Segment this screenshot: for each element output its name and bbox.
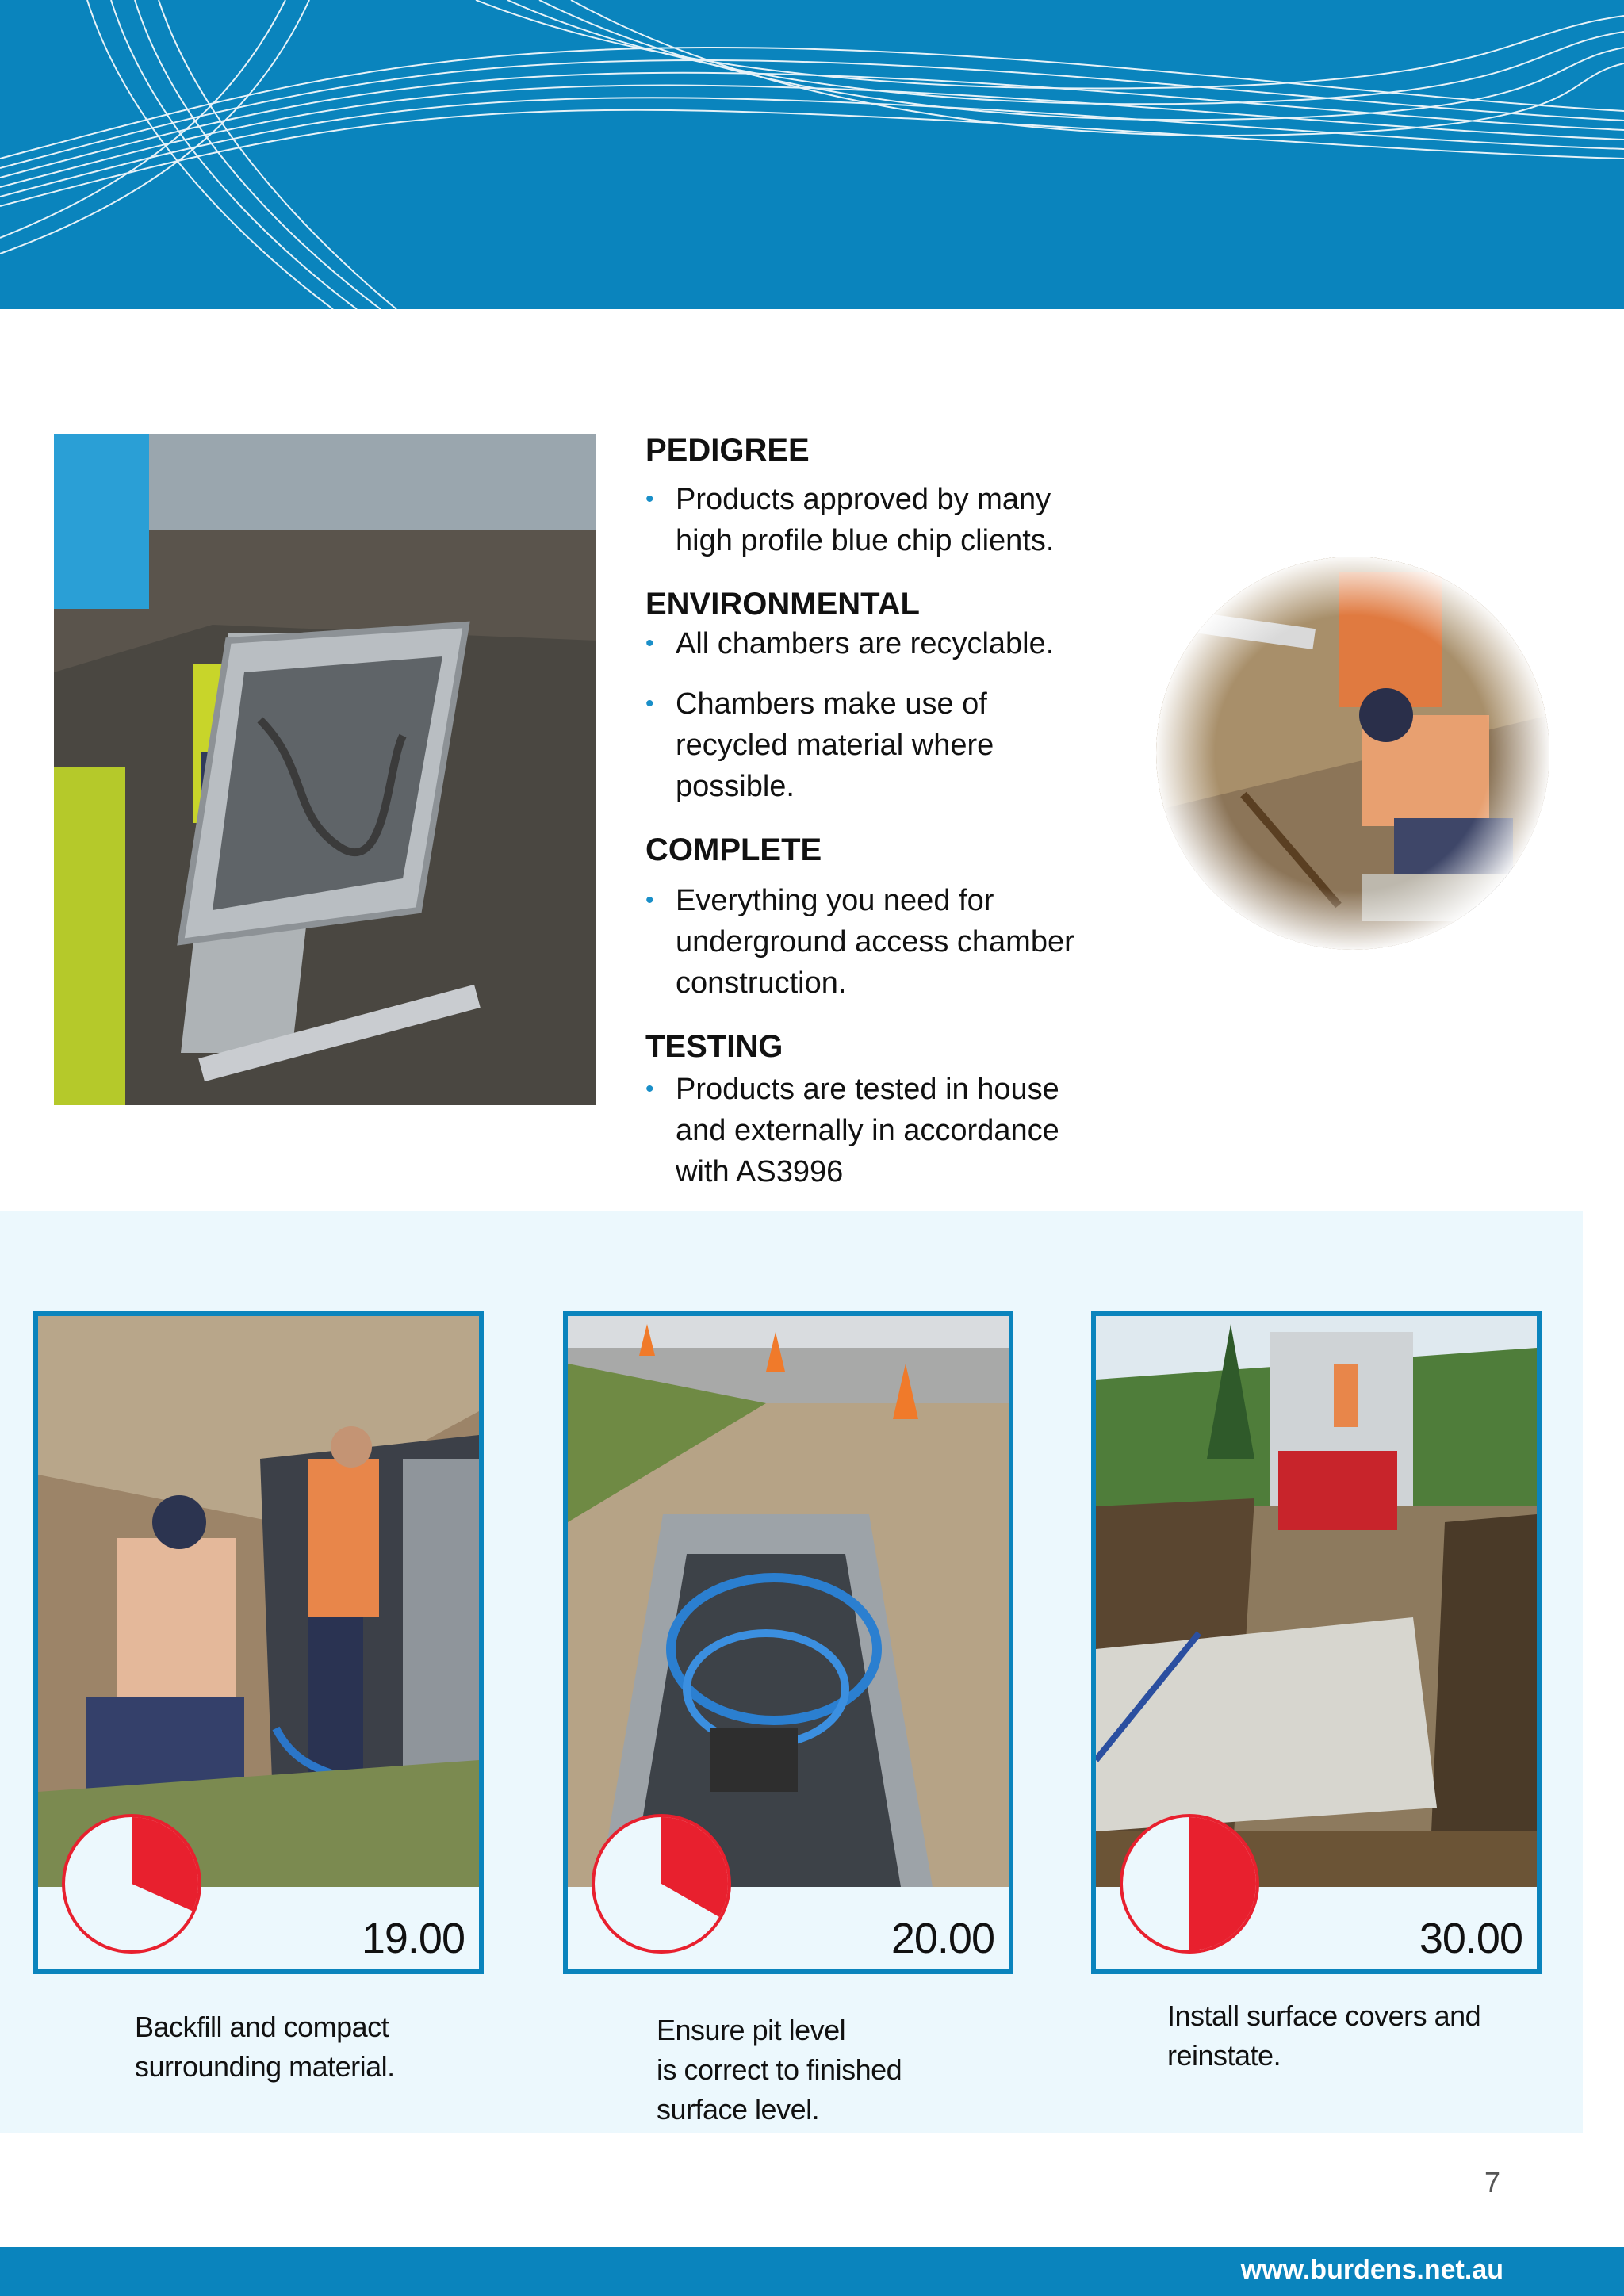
step-card-3 — [1091, 1311, 1542, 1974]
bullet-dot-icon: • — [645, 887, 654, 913]
header-banner — [0, 0, 1624, 309]
step-1-caption: Backfill and compact surrounding material. — [135, 2011, 395, 2083]
bullet-testing-1: • Products are tested in house and externally in accordance with AS3996 — [645, 1069, 1121, 1192]
clock-pie-fill — [1189, 1817, 1256, 1950]
step-3-time: 30.00 — [1419, 1915, 1522, 1962]
step-card-2 — [563, 1311, 1013, 1974]
step-3-caption: Install surface covers and reinstate. — [1167, 1999, 1481, 2072]
step-1-time: 19.00 — [361, 1915, 465, 1962]
bullet-environmental-2: • Chambers make use of recycled material where possible. — [645, 683, 1121, 807]
clock-pie-icon — [590, 1812, 733, 1955]
heading-pedigree: PEDIGREE — [645, 433, 810, 468]
heading-complete: COMPLETE — [645, 832, 822, 867]
bullet-pedigree-1: • Products approved by many high profile blue chip clients. — [645, 479, 1121, 561]
footer-website-link[interactable]: www.burdens.net.au — [1240, 2255, 1503, 2285]
step-card-1 — [33, 1311, 484, 1974]
bullet-environmental-1: • All chambers are recyclable. — [645, 623, 1121, 664]
step-3-photo — [1096, 1316, 1537, 1887]
clock-pie-icon — [1118, 1812, 1261, 1955]
step-2-caption: Ensure pit level is correct to finished surface level. — [657, 2014, 902, 2126]
bullet-dot-icon: • — [645, 486, 654, 512]
clock-pie-icon — [60, 1812, 203, 1955]
bullet-dot-icon: • — [645, 1076, 654, 1102]
bullet-dot-icon: • — [645, 691, 654, 717]
bullet-dot-icon: • — [645, 630, 654, 656]
bullet-complete-1: • Everything you need for underground access chamber construction. — [645, 880, 1121, 1004]
chamber-installation-photo — [54, 434, 596, 1105]
workers-circle-photo — [1156, 557, 1549, 950]
step-1-photo — [38, 1316, 479, 1887]
wave-lines-graphic — [0, 0, 1624, 309]
heading-environmental: ENVIRONMENTAL — [645, 587, 920, 622]
step-2-photo — [568, 1316, 1009, 1887]
heading-testing: TESTING — [645, 1029, 783, 1064]
footer-bar — [0, 2247, 1624, 2296]
page-number: 7 — [1484, 2166, 1501, 2198]
step-2-time: 20.00 — [891, 1915, 994, 1962]
